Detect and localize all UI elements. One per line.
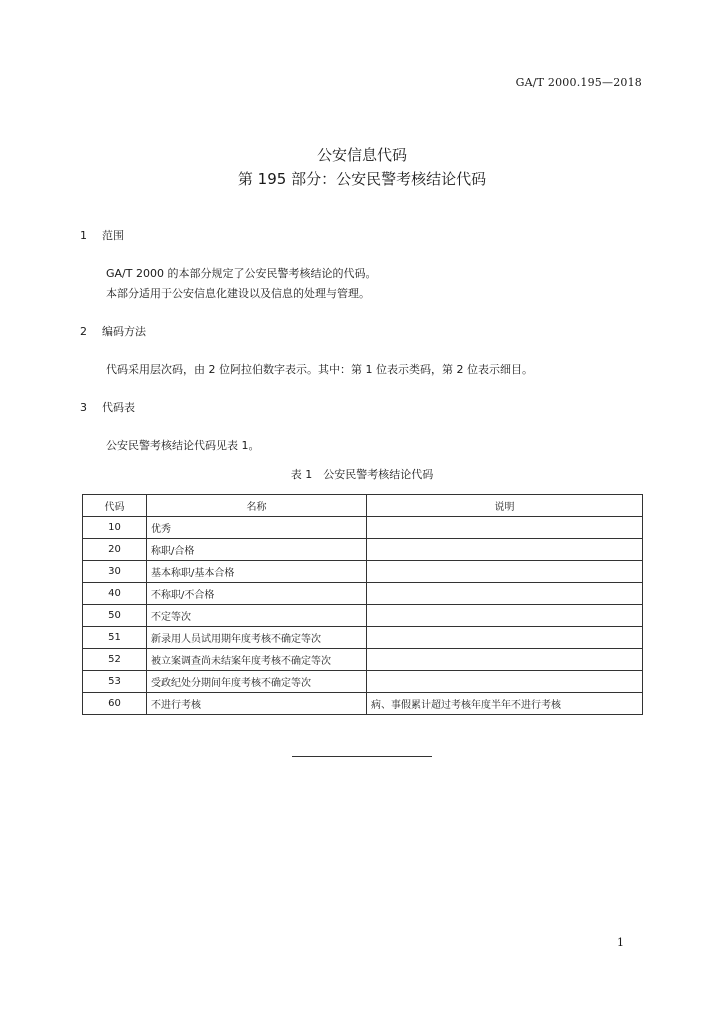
section-title: 代码表 (102, 401, 135, 414)
cell-name: 受政纪处分期间年度考核不确定等次 (147, 671, 367, 693)
section-title: 范围 (102, 229, 124, 242)
table-row (83, 539, 643, 561)
section-heading-coding-method (80, 323, 146, 339)
paragraph: 本部分适用于公安信息化建设以及信息的处理与管理。 (106, 287, 370, 300)
cell-code: 50 (83, 605, 147, 627)
cell-code: 30 (83, 561, 147, 583)
table-row (83, 561, 643, 583)
cell-code: 60 (83, 693, 147, 715)
cell-note (367, 671, 643, 693)
table-row (83, 693, 643, 715)
section-title: 编码方法 (102, 325, 146, 338)
cell-note: 病、事假累计超过考核年度半年不进行考核 (367, 693, 643, 715)
table-caption: 表 1 公安民警考核结论代码 (290, 468, 434, 481)
cell-name: 不定等次 (147, 605, 367, 627)
document-title: 公安信息代码 (316, 146, 407, 164)
code-table (82, 494, 643, 715)
table-row (83, 627, 643, 649)
section-number: 2 (80, 325, 87, 338)
cell-note (367, 627, 643, 649)
page-number: 1 (617, 936, 624, 949)
cell-name: 称职/合格 (147, 539, 367, 561)
table-row (83, 649, 643, 671)
cell-note (367, 605, 643, 627)
paragraph: 公安民警考核结论代码见表 1。 (106, 439, 260, 452)
cell-code: 20 (83, 539, 147, 561)
paragraph: GA/T 2000 的本部分规定了公安民警考核结论的代码。 (106, 267, 377, 280)
standard-code: GA/T 2000.195—2018 (515, 76, 642, 89)
cell-code: 40 (83, 583, 147, 605)
header-name: 名称 (147, 495, 367, 517)
section-number: 1 (80, 229, 87, 242)
table-header-row (83, 495, 643, 517)
end-of-document-line (292, 756, 432, 757)
cell-note (367, 583, 643, 605)
cell-note (367, 561, 643, 583)
table-row (83, 583, 643, 605)
table-row (83, 605, 643, 627)
cell-note (367, 539, 643, 561)
section-number: 3 (80, 401, 87, 414)
cell-name: 新录用人员试用期年度考核不确定等次 (147, 627, 367, 649)
cell-name: 被立案调查尚未结案年度考核不确定等次 (147, 649, 367, 671)
paragraph: 代码采用层次码，由 2 位阿拉伯数字表示。其中：第 1 位表示类码，第 2 位表示细目。 (106, 363, 533, 376)
cell-name: 不进行考核 (147, 693, 367, 715)
cell-note (367, 649, 643, 671)
table-row (83, 517, 643, 539)
header-code: 代码 (83, 495, 147, 517)
cell-code: 51 (83, 627, 147, 649)
cell-name: 基本称职/基本合格 (147, 561, 367, 583)
cell-note (367, 517, 643, 539)
document-subtitle: 第 195 部分：公安民警考核结论代码 (237, 170, 487, 188)
cell-name: 不称职/不合格 (147, 583, 367, 605)
table-row (83, 671, 643, 693)
section-heading-code-table (80, 399, 135, 415)
header-note: 说明 (367, 495, 643, 517)
cell-code: 52 (83, 649, 147, 671)
section-heading-scope (80, 227, 124, 243)
cell-name: 优秀 (147, 517, 367, 539)
cell-code: 10 (83, 517, 147, 539)
cell-code: 53 (83, 671, 147, 693)
